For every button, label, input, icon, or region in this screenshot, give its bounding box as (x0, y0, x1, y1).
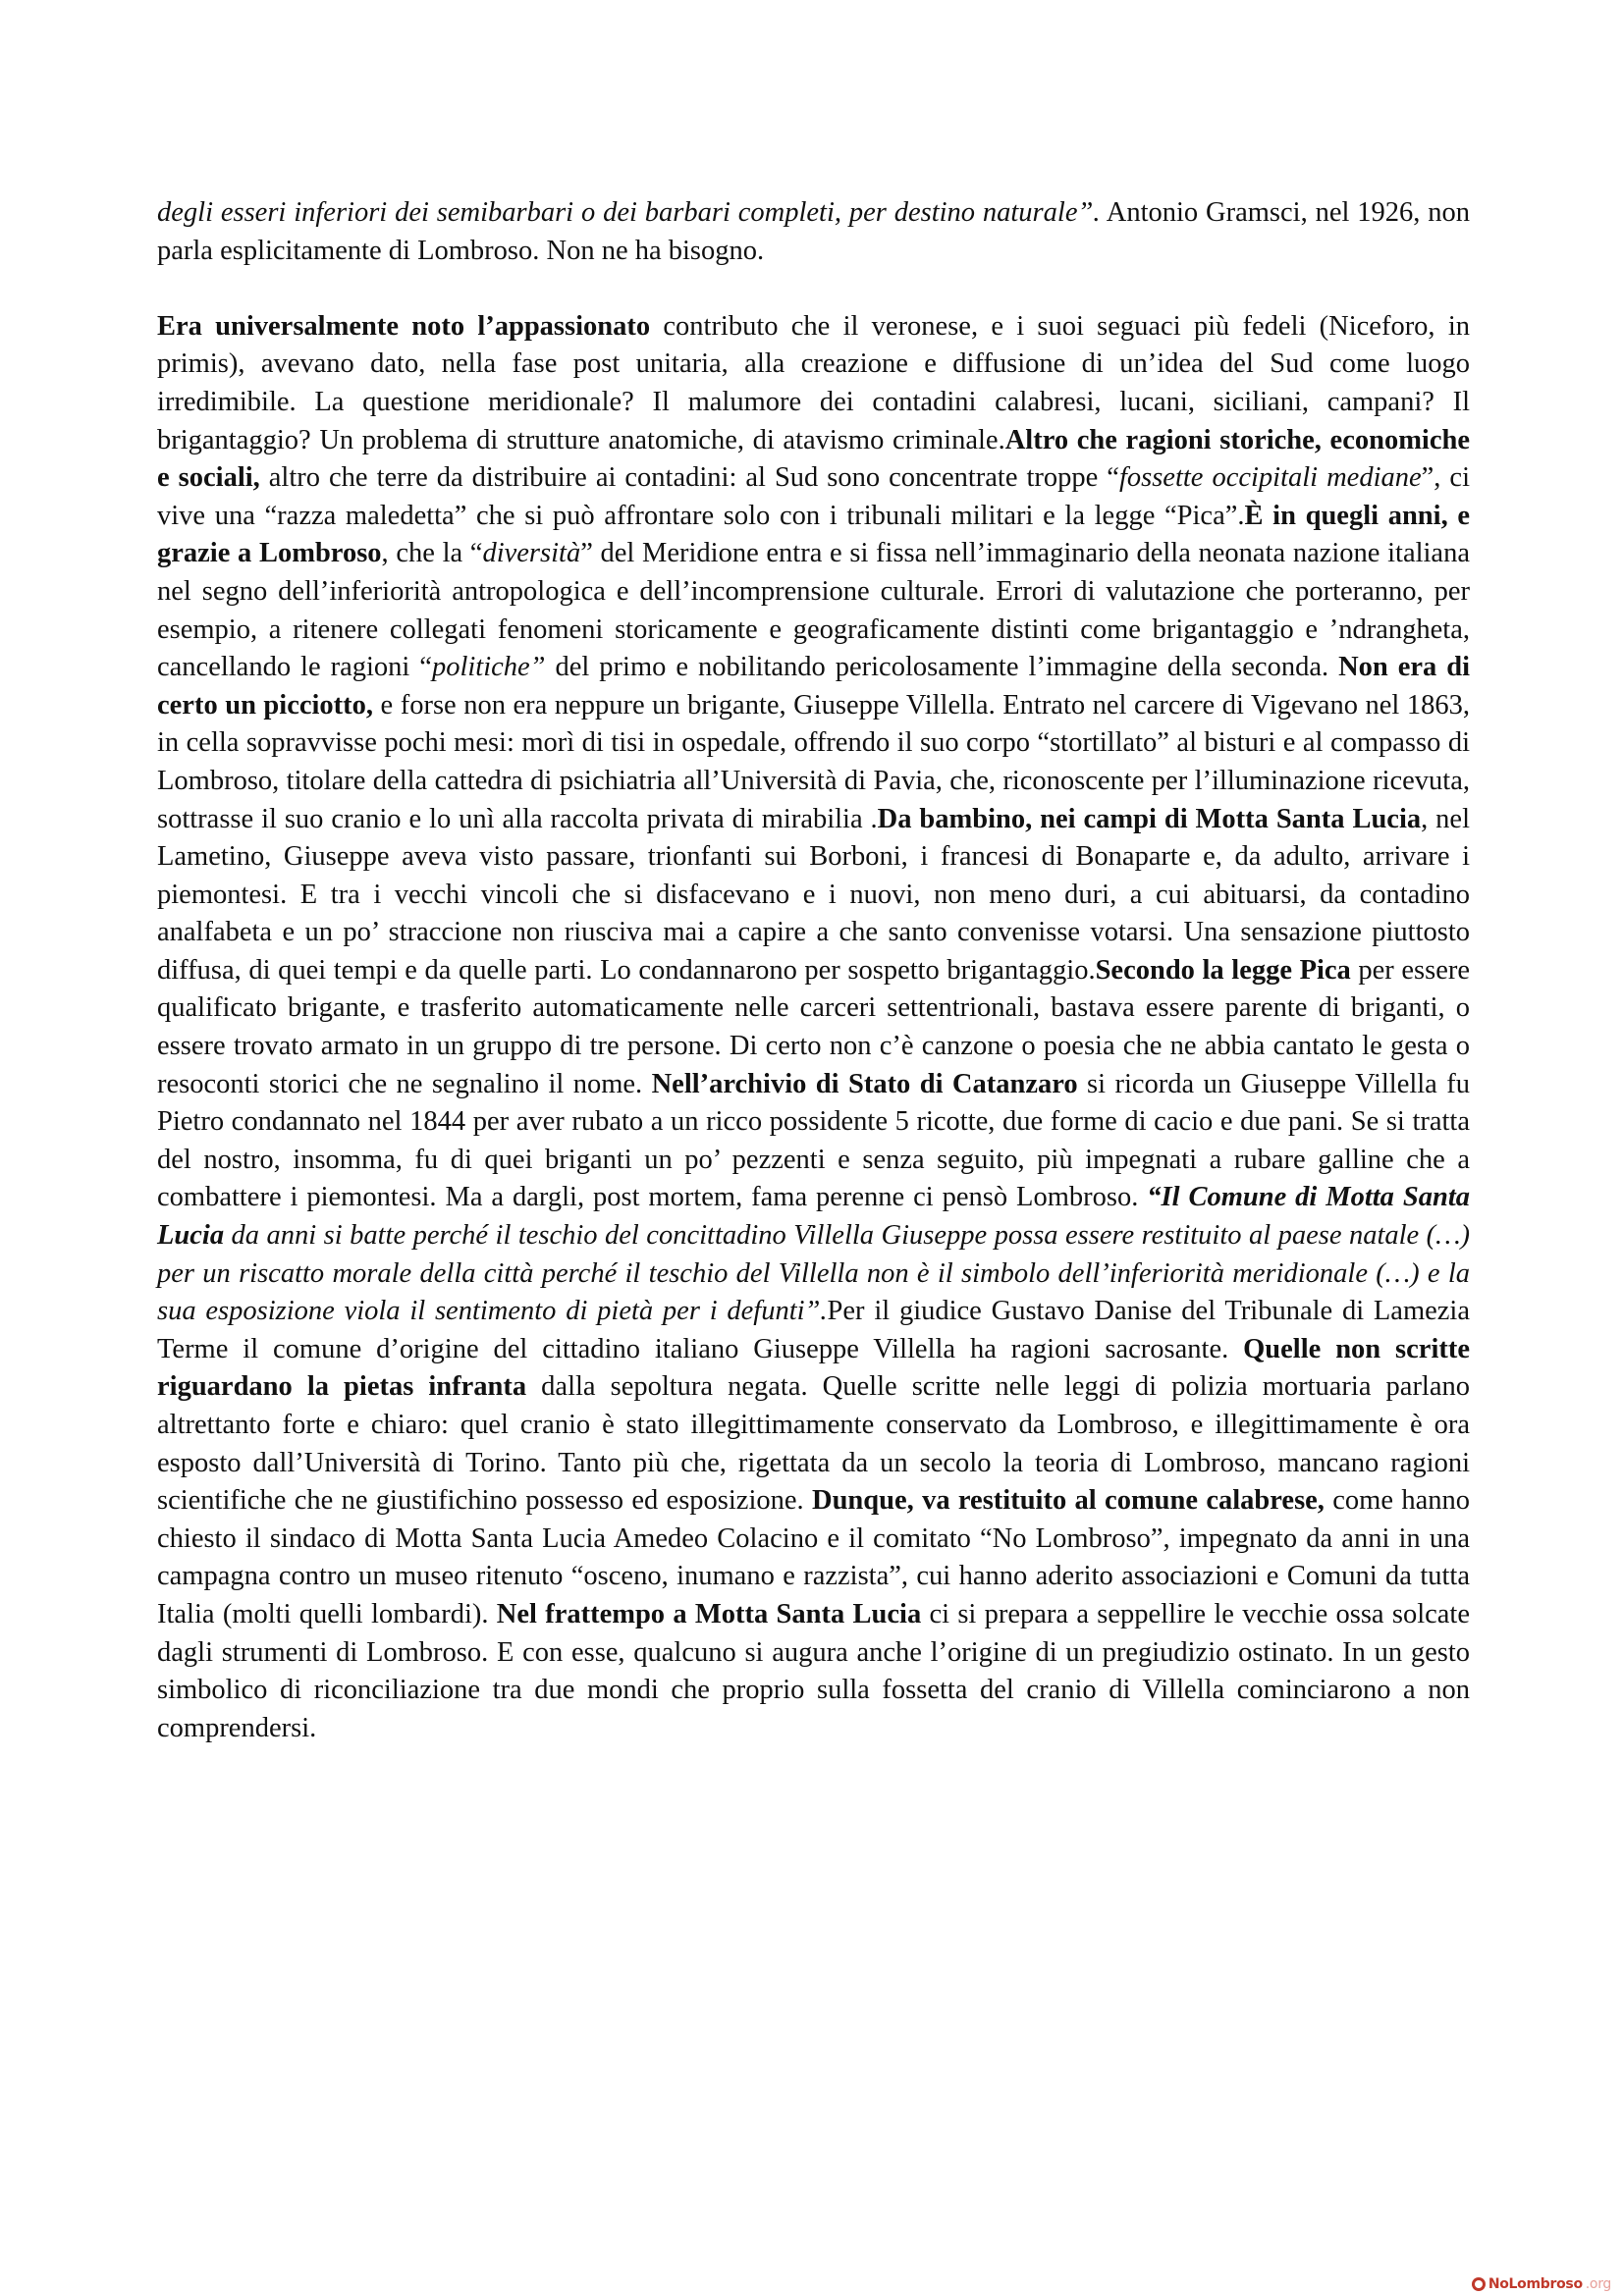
text-run: , che la “ (381, 538, 483, 569)
bold-run: Altro che ragioni storiche, economiche e sociali, (157, 424, 1471, 494)
watermark-main: NoLombroso (1488, 2276, 1583, 2292)
paragraph-intro (157, 194, 1470, 270)
bold-italic-run: “Il Comune di Motta Santa Lucia (157, 1182, 1470, 1252)
text-run: ”, ci vive una “razza maledetta” che si può affrontare solo con i tribunali militari e la legge “Pica”. (157, 462, 1470, 531)
italic-run: fossette occipitali mediane (1118, 462, 1422, 494)
bold-run: Nell’archivio di Stato di Catanzaro (651, 1068, 1078, 1099)
document-body (157, 194, 1470, 1786)
text-run: del primo e nobilitando pericolosamente l’immagine della seconda. (545, 652, 1339, 683)
text-run: Per il giudice Gustavo Danise del Tribunale di Lamezia Terme il comune d’origine del cittadino italiano Giuseppe Villella ha ragioni sacrosante. (157, 1296, 1470, 1364)
site-watermark (1472, 2276, 1611, 2292)
bold-run: Non era di certo un picciotto, (157, 652, 1471, 721)
italic-run: diversità (482, 538, 581, 569)
text-run: Antonio Gramsci, nel 1926, non parla esplicitamente di Lombroso. Non ne ha bisogno. (157, 197, 1470, 266)
text-run: , nel Lametino, Giuseppe aveva visto passare, trionfanti sui Borboni, i francesi di Bonaparte e, da adulto, arrivare i piemontesi. E tra i vecchi vincoli che si disfacevano e i nuovi, non meno duri, a cui abituarsi, da contadino analfabeta e un po’ straccione non riusciva mai a capire a che santo convenisse votarsi. Una sensazione piuttosto diffusa, di quei tempi e da quelle parti. Lo condannarono per sospetto brigantaggio. (157, 803, 1470, 986)
text-run: si ricorda un Giuseppe Villella fu Pietro condannato nel 1844 per aver rubato a un ricco possidente 5 ricotte, due forme di cacio e due pani. Se si tratta del nostro, insomma, fu di quei briganti un po’ pezzenti e senza seguito, più impegnati a rubare galline che a combattere i piemontesi. Ma a dargli, post mortem, fama perenne ci pensò Lombroso. (157, 1068, 1470, 1213)
quote-gramsci: degli esseri inferiori dei semibarbari o dei barbari completi, per destino naturale”. (157, 197, 1101, 228)
bold-run: Dunque, va restituito al comune calabrese, (811, 1485, 1325, 1517)
quote-comune: da anni si batte perché il teschio del concittadino Villella Giuseppe possa essere restituito al paese natale (…) per un riscatto morale della città perché il teschio del Villella non è il simbolo dell’inferiorità meridionale (…) e la sua esposizione viola il sentimento di pietà per i defunti”. (157, 1220, 1470, 1327)
logo-icon (1472, 2277, 1486, 2291)
bold-run: Era universalmente noto l’appassionato (157, 310, 651, 342)
bold-run: Nel frattempo a Motta Santa Lucia (496, 1598, 922, 1629)
text-run: e forse non era neppure un brigante, Giuseppe Villella. Entrato nel carcere di Vigevano nel 1863, in cella sopravvisse pochi mesi: morì di tisi in ospedale, offrendo il suo corpo “stortillato” al bisturi e al compasso di Lombroso, titolare della cattedra di psichiatria all’Università di Pavia, che, riconoscente per l’illuminazione ricevuta, sottrasse il suo cranio e lo unì alla raccolta privata di mirabilia . (157, 689, 1470, 834)
text-run: contributo che il veronese, e i suoi seguaci più fedeli (Niceforo, in primis), avevano dato, nella fase post unitaria, alla creazione e diffusione di un’idea del Sud come luogo irredimibile. La questione meridionale? Il malumore dei contadini calabresi, lucani, siciliani, campani? Il brigantaggio? Un problema di strutture anatomiche, di atavismo criminale. (157, 310, 1470, 455)
bold-run: Secondo la legge Pica (1095, 954, 1351, 986)
italic-run: politiche” (431, 652, 546, 683)
bold-run: Quelle non scritte riguardano la pietas infranta (157, 1333, 1471, 1403)
bold-run: È in quegli anni, e grazie a Lombroso (157, 500, 1471, 569)
bold-run: Da bambino, nei campi di Motta Santa Lucia (877, 803, 1422, 834)
text-run: come hanno chiesto il sindaco di Motta Santa Lucia Amedeo Colacino e il comitato “No Lombroso”, impegnato da anni in una campagna contro un museo ritenuto “osceno, inumano e razzista”, cui hanno aderito associazioni e Comuni da tutta Italia (molti quelli lombardi). (157, 1485, 1470, 1629)
text-run: ci si prepara a seppellire le vecchie ossa solcate dagli strumenti di Lombroso. E con esse, qualcuno si augura anche l’origine di un pregiudizio ostinato. In un gesto simbolico di riconciliazione tra due mondi che proprio sulla fossetta del cranio di Villella cominciarono a non comprendersi. (157, 1598, 1470, 1743)
text-run: ” del Meridione entra e si fissa nell’immaginario della neonata nazione italiana nel segno dell’inferiorità antropologica e dell’incomprensione culturale. Errori di valutazione che porteranno, per esempio, a ritenere collegati fenomeni storicamente e geograficamente distinti come brigantaggio e ’ndrangheta, cancellando le ragioni “ (157, 538, 1470, 683)
paragraph-main (157, 308, 1470, 1748)
watermark-suffix: .org (1585, 2276, 1611, 2292)
text-run: altro che terre da distribuire ai contadini: al Sud sono concentrate troppe “ (259, 462, 1119, 494)
text-run: per essere qualificato brigante, e trasferito automaticamente nelle carceri settentrionali, bastava essere parente di briganti, o essere trovato armato in un gruppo di tre persone. Di certo non c’è canzone o poesia che ne abbia cantato le gesta o resoconti storici che ne segnalino il nome. (157, 954, 1471, 1099)
text-run: dalla sepoltura negata. Quelle scritte nelle leggi di polizia mortuaria parlano altrettanto forte e chiaro: quel cranio è stato illegittimamente conservato da Lombroso, e illegittimamente è ora esposto dall’Università di Torino. Tanto più che, rigettata da un secolo la teoria di Lombroso, mancano ragioni scientifiche che ne giustifichino possesso ed esposizione. (157, 1371, 1470, 1517)
